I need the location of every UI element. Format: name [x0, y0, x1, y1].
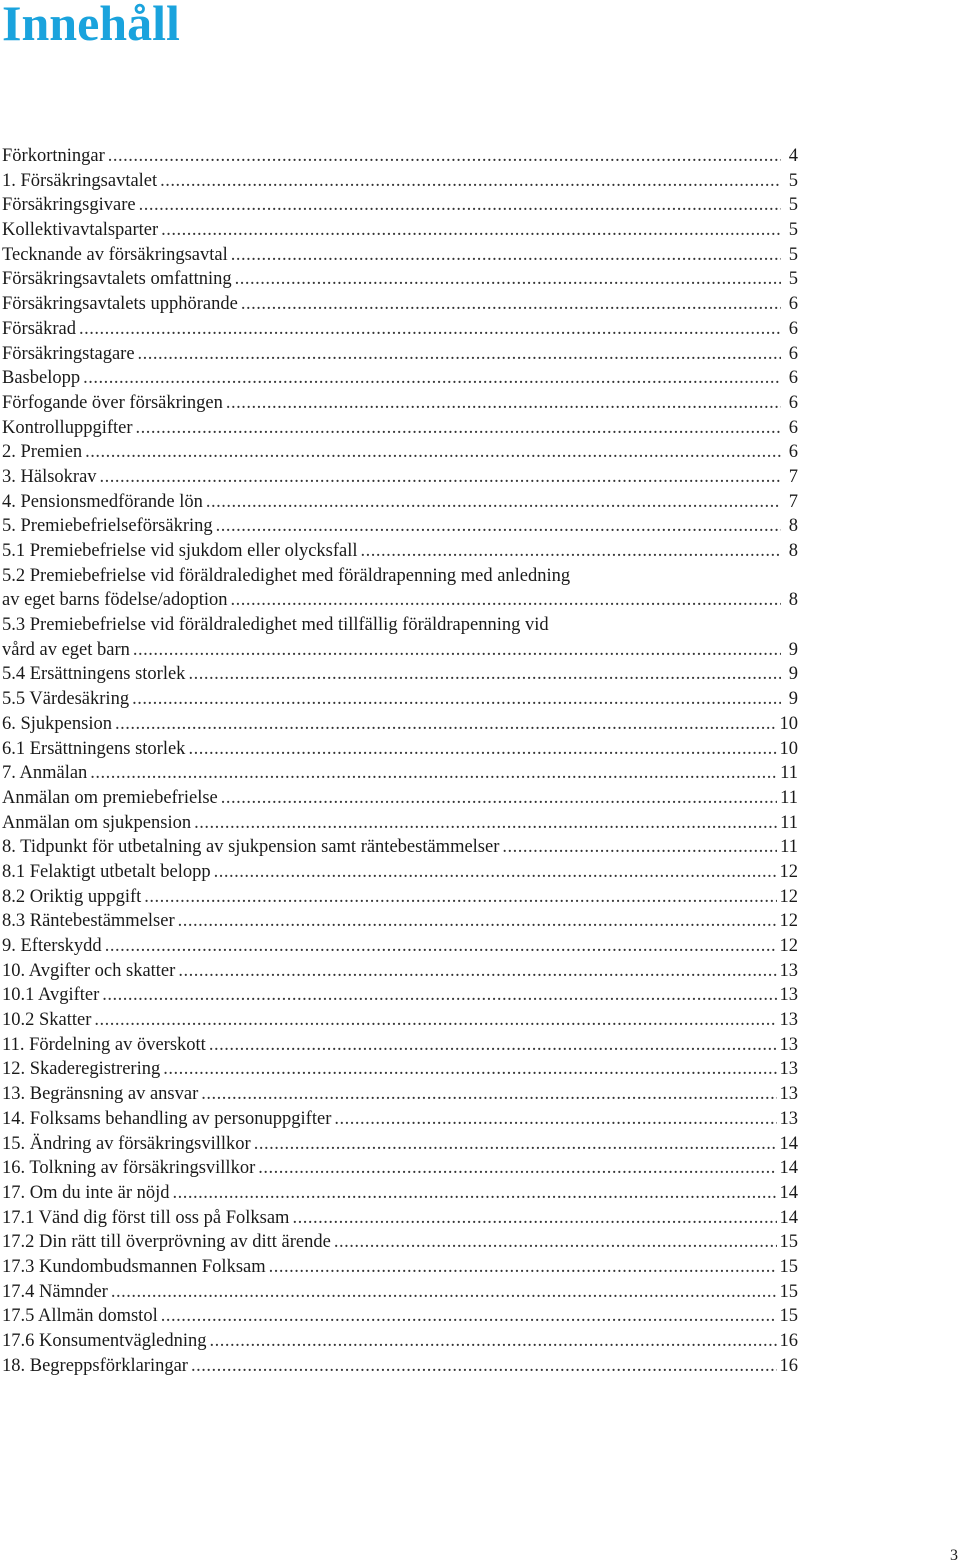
dot-leader [132, 687, 781, 712]
toc-entry-page: 11 [780, 763, 798, 784]
dot-leader [161, 218, 781, 243]
toc-entry-title: Försäkringsavtalets omfattning [2, 269, 232, 290]
dot-leader [254, 1132, 777, 1157]
toc-entry[interactable] [2, 144, 798, 169]
toc-entry-title: 17.1 Vänd dig först till oss på Folksam [2, 1207, 290, 1228]
toc-entry-page: 15 [779, 1306, 798, 1327]
dot-leader [161, 1304, 777, 1329]
dot-leader [502, 835, 777, 860]
toc-entry[interactable] [2, 811, 798, 836]
toc-entry-title: 1. Försäkringsavtalet [2, 170, 158, 191]
toc-entry[interactable] [2, 712, 798, 737]
toc-entry[interactable] [2, 416, 798, 441]
toc-entry-page: 5 [788, 269, 798, 290]
toc-entry-title: Tecknande av försäkringsavtal [2, 244, 228, 265]
toc-entry-title: 14. Folksams behandling av personuppgifter [2, 1108, 332, 1129]
toc-entry-title: Försäkringstagare [2, 343, 135, 364]
toc-entry-title: 4. Pensionsmedförande lön [2, 491, 203, 512]
toc-entry-page: 16 [779, 1331, 798, 1352]
toc-entry[interactable] [2, 934, 798, 959]
dot-leader [188, 737, 776, 762]
toc-entry[interactable] [2, 169, 798, 194]
toc-entry-page: 5 [788, 244, 798, 265]
toc-entry[interactable] [2, 1132, 798, 1157]
toc-entry-page: 10 [779, 713, 798, 734]
toc-entry-title: 3. Hälsokrav [2, 466, 97, 487]
toc-entry[interactable] [2, 317, 798, 342]
toc-entry[interactable] [2, 1033, 798, 1058]
toc-entry-page: 6 [788, 294, 798, 315]
toc-entry-page: 13 [779, 1059, 798, 1080]
toc-entry[interactable] [2, 662, 798, 687]
toc-entry-page: 5 [788, 195, 798, 216]
dot-leader [188, 662, 781, 687]
toc-entry-title: 8.1 Felaktigt utbetalt belopp [2, 861, 211, 882]
dot-leader [102, 983, 776, 1008]
toc-entry-title: Försäkringsavtalets upphörande [2, 294, 238, 315]
toc-entry-page: 6 [788, 368, 798, 389]
dot-leader [133, 638, 781, 663]
dot-leader [100, 465, 781, 490]
dot-leader [85, 440, 781, 465]
toc-entry-title: 17.2 Din rätt till överprövning av ditt ärende [2, 1232, 331, 1253]
toc-entry-title: 10. Avgifter och skatter [2, 960, 176, 981]
dot-leader [201, 1082, 776, 1107]
toc-entry[interactable] [2, 761, 798, 786]
toc-entry-page: 9 [788, 639, 798, 660]
toc-entry-page: 6 [788, 318, 798, 339]
toc-entry[interactable] [2, 613, 798, 662]
toc-entry-page: 13 [779, 985, 798, 1006]
toc-entry[interactable] [2, 243, 798, 268]
toc-entry-title: Anmälan om premiebefrielse [2, 787, 218, 808]
toc-entry[interactable] [2, 1329, 798, 1354]
dot-leader [136, 416, 781, 441]
toc-entry[interactable] [2, 983, 798, 1008]
toc-entry[interactable] [2, 490, 798, 515]
dot-leader [83, 366, 781, 391]
toc-entry[interactable] [2, 440, 798, 465]
toc-entry-title: 15. Ändring av försäkringsvillkor [2, 1133, 251, 1154]
toc-entry-title: 10.1 Avgifter [2, 985, 100, 1006]
toc-entry-title: Försäkringsgivare [2, 195, 136, 216]
dot-leader [216, 514, 781, 539]
toc-entry-page: 11 [780, 812, 798, 833]
dot-leader [361, 539, 781, 564]
dot-leader [194, 811, 777, 836]
toc-entry-page: 5 [788, 220, 798, 241]
toc-entry-page: 12 [779, 936, 798, 957]
toc-entry-title: 9. Efterskydd [2, 936, 102, 957]
toc-entry-title: 8.3 Räntebestämmelser [2, 911, 175, 932]
toc-entry-page: 9 [788, 664, 798, 685]
dot-leader [231, 588, 781, 613]
toc-entry[interactable] [2, 1082, 798, 1107]
toc-entry[interactable] [2, 1206, 798, 1231]
toc-entry-title: 5.1 Premiebefrielse vid sjukdom eller olycksfall [2, 541, 358, 561]
toc-entry[interactable] [2, 292, 798, 317]
toc-entry-title: Försäkrad [2, 318, 76, 339]
toc-entry[interactable] [2, 539, 798, 564]
toc-entry-title: 10.2 Skatter [2, 1010, 92, 1031]
toc-entry-title: 8.2 Oriktig uppgift [2, 886, 142, 907]
toc-entry[interactable] [2, 687, 798, 712]
toc-entry[interactable] [2, 564, 798, 613]
toc-entry-page: 6 [788, 392, 798, 413]
toc-entry-title: 17.4 Nämnder [2, 1281, 108, 1302]
dot-leader [235, 267, 781, 292]
toc-entry-page: 6 [788, 442, 798, 463]
dot-leader [173, 1181, 777, 1206]
toc-entry[interactable] [2, 1008, 798, 1033]
toc-entry-page: 8 [788, 541, 798, 561]
toc-entry-page: 14 [779, 1158, 798, 1179]
toc-entry[interactable] [2, 1304, 798, 1329]
dot-leader [139, 193, 781, 218]
toc-entry-page: 13 [779, 1108, 798, 1129]
toc-entry-title: 6.1 Ersättningens storlek [2, 738, 186, 759]
toc-entry-page: 4 [788, 146, 798, 166]
toc-entry[interactable] [2, 959, 798, 984]
toc-entry-page: 10 [779, 738, 798, 759]
dot-leader [144, 885, 776, 910]
toc-entry-page: 11 [780, 787, 798, 808]
toc-entry-title: vård av eget barn [2, 639, 130, 660]
toc-entry[interactable] [2, 1354, 798, 1379]
toc-entry-title: 5. Premiebefrielseförsäkring [2, 516, 213, 537]
page-title: Innehåll [2, 0, 180, 51]
dot-leader [231, 243, 781, 268]
table-of-contents [2, 144, 798, 1378]
toc-entry[interactable] [2, 1156, 798, 1181]
dot-leader [160, 169, 781, 194]
toc-entry-page: 7 [788, 491, 798, 512]
toc-entry-title: 16. Tolkning av försäkringsvillkor [2, 1158, 256, 1179]
toc-entry[interactable] [2, 342, 798, 367]
dot-leader [79, 317, 781, 342]
toc-entry[interactable] [2, 1181, 798, 1206]
toc-entry-title: 17.6 Konsumentvägledning [2, 1331, 207, 1352]
toc-entry-page: 14 [779, 1182, 798, 1203]
toc-entry-title: 13. Begränsning av ansvar [2, 1084, 199, 1105]
dot-leader [111, 1280, 777, 1305]
dot-leader [209, 1033, 777, 1058]
toc-entry[interactable] [2, 1057, 798, 1082]
dot-leader [206, 490, 781, 515]
toc-entry-title: 8. Tidpunkt för utbetalning av sjukpension samt räntebestämmelser [2, 837, 500, 858]
dot-leader [226, 391, 781, 416]
toc-entry-page: 12 [779, 911, 798, 932]
toc-entry-page: 13 [779, 960, 798, 981]
toc-entry-title: Kontrolluppgifter [2, 417, 133, 438]
toc-entry-page: 15 [779, 1256, 798, 1277]
dot-leader [292, 1206, 776, 1231]
toc-entry[interactable] [2, 267, 798, 292]
dot-leader [214, 860, 777, 885]
dot-leader [178, 959, 776, 984]
toc-entry-page: 16 [779, 1355, 798, 1376]
toc-entry-title: 12. Skaderegistrering [2, 1059, 161, 1080]
toc-entry[interactable] [2, 366, 798, 391]
toc-entry-title: 7. Anmälan [2, 763, 88, 784]
toc-entry[interactable] [2, 193, 798, 218]
dot-leader [334, 1107, 776, 1132]
toc-entry-title: 18. Begreppsförklaringar [2, 1355, 188, 1376]
toc-entry[interactable] [2, 465, 798, 490]
toc-entry[interactable] [2, 737, 798, 762]
dot-leader [258, 1156, 776, 1181]
dot-leader [90, 761, 777, 786]
dot-leader [269, 1255, 777, 1280]
toc-entry[interactable] [2, 218, 798, 243]
toc-entry[interactable] [2, 1255, 798, 1280]
toc-entry-page: 8 [788, 516, 798, 537]
toc-entry-page: 13 [779, 1084, 798, 1105]
toc-entry-page: 13 [779, 1010, 798, 1031]
dot-leader [138, 342, 781, 367]
toc-entry-page: 5 [788, 170, 798, 191]
toc-entry-title: 17.5 Allmän domstol [2, 1306, 158, 1327]
toc-entry-title: 5.5 Värdesäkring [2, 689, 130, 710]
toc-entry-page: 15 [779, 1281, 798, 1302]
toc-entry[interactable] [2, 786, 798, 811]
toc-entry-title: 5.4 Ersättningens storlek [2, 664, 186, 685]
toc-entry[interactable] [2, 1280, 798, 1305]
toc-entry[interactable] [2, 885, 798, 910]
toc-entry-title: 2. Premien [2, 442, 83, 463]
dot-leader [108, 144, 781, 169]
toc-entry-page: 7 [788, 466, 798, 487]
dot-leader [178, 909, 777, 934]
dot-leader [163, 1057, 776, 1082]
toc-entry-page: 14 [779, 1207, 798, 1228]
dot-leader [334, 1230, 777, 1255]
toc-entry[interactable] [2, 835, 798, 860]
dot-leader [221, 786, 777, 811]
dot-leader [191, 1354, 777, 1379]
toc-entry[interactable] [2, 514, 798, 539]
dot-leader [210, 1329, 777, 1354]
dot-leader [241, 292, 781, 317]
toc-entry-title: Basbelopp [2, 368, 81, 389]
toc-entry-title-line: 5.3 Premiebefrielse vid föräldraledighet med tillfällig föräldrapenning vid [2, 615, 549, 636]
toc-entry[interactable] [2, 391, 798, 416]
toc-entry-page: 12 [779, 861, 798, 882]
toc-entry-page: 6 [788, 343, 798, 364]
toc-entry-title: Kollektivavtalsparter [2, 220, 159, 241]
toc-entry-title: Förfogande över försäkringen [2, 392, 223, 413]
toc-entry-title: Anmälan om sjukpension [2, 812, 192, 833]
toc-entry-title: Förkortningar [2, 146, 105, 166]
toc-entry-page: 14 [779, 1133, 798, 1154]
toc-entry-page: 6 [788, 417, 798, 438]
toc-entry-page: 8 [788, 590, 798, 611]
toc-entry-title: 17.3 Kundombudsmannen Folksam [2, 1256, 266, 1277]
dot-leader [94, 1008, 776, 1033]
toc-entry-title: 11. Fördelning av överskott [2, 1034, 206, 1055]
toc-entry-page: 15 [779, 1232, 798, 1253]
toc-entry-page: 9 [788, 689, 798, 710]
toc-entry-title: 6. Sjukpension [2, 713, 112, 734]
toc-entry[interactable] [2, 860, 798, 885]
toc-entry[interactable] [2, 1107, 798, 1132]
toc-entry[interactable] [2, 1230, 798, 1255]
toc-entry-title: av eget barns födelse/adoption [2, 590, 228, 611]
toc-entry[interactable] [2, 909, 798, 934]
toc-entry-page: 13 [779, 1034, 798, 1055]
toc-entry-title-line: 5.2 Premiebefrielse vid föräldraledighet med föräldrapenning med anledning [2, 565, 571, 586]
toc-entry-page: 12 [779, 886, 798, 907]
dot-leader [115, 712, 777, 737]
dot-leader [105, 934, 777, 959]
toc-entry-title: 17. Om du inte är nöjd [2, 1182, 170, 1203]
page-number: 3 [950, 1547, 958, 1564]
toc-entry-page: 11 [780, 837, 798, 858]
